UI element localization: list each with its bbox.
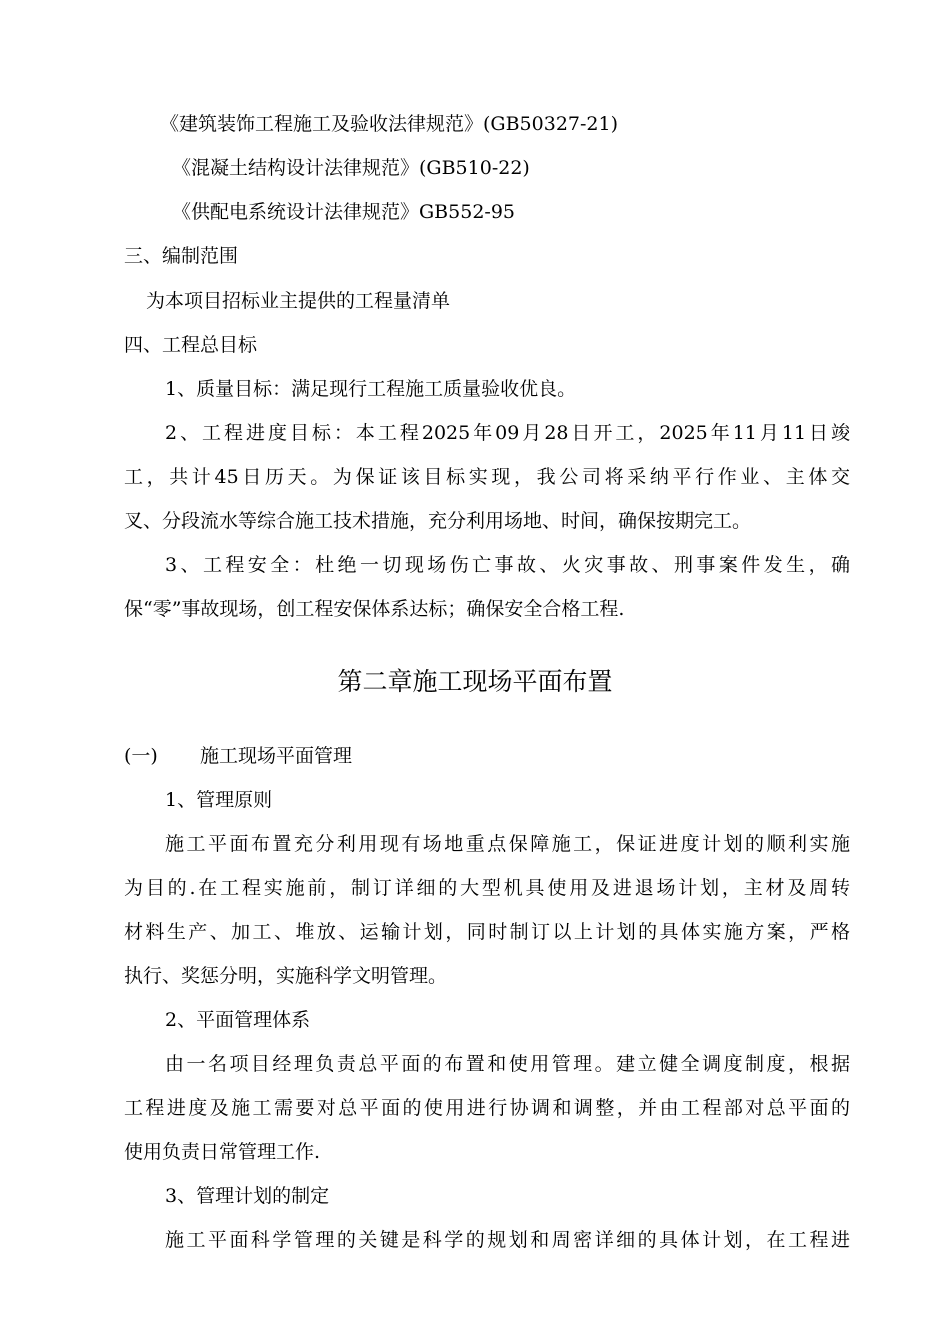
standard-item: 《供配电系统设计法律规范》GB552-95 (172, 201, 516, 223)
paragraph-line: 由一名项目经理负责总平面的布置和使用管理。建立健全调度制度，根据 (165, 1053, 850, 1075)
subsection-number: (一) (124, 745, 158, 767)
subheading: 2、平面管理体系 (165, 1009, 311, 1031)
paragraph-line: 施工平面科学管理的关键是科学的规划和周密详细的具体计划，在工程进 (165, 1229, 850, 1251)
paragraph-line: 叉、分段流水等综合施工技术措施，充分利用场地、时间，确保按期完工。 (124, 510, 752, 532)
paragraph-line: 保“零”事故现场，创工程安保体系达标；确保安全合格工程. (124, 598, 625, 620)
paragraph-line: 3、工程安全：杜绝一切现场伤亡事故、火灾事故、刑事案件发生，确 (165, 554, 850, 576)
subheading: 3、管理计划的制定 (165, 1185, 330, 1207)
chapter-title: 第二章施工现场平面布置 (337, 667, 613, 696)
standard-item: 《建筑装饰工程施工及验收法律规范》(GB50327-21) (160, 113, 619, 135)
paragraph-line: 材料生产、加工、堆放、运输计划，同时制订以上计划的具体实施方案，严格 (124, 921, 850, 943)
paragraph-line: 为本项目招标业主提供的工程量清单 (146, 290, 451, 312)
paragraph-line: 2、工程进度目标：本工程2025年09月28日开工，2025年11月11日竣 (165, 422, 850, 444)
paragraph-line: 工，共计45日历天。为保证该目标实现，我公司将采纳平行作业、主体交 (124, 466, 850, 488)
subsection-title: 施工现场平面管理 (200, 745, 353, 767)
goal-item: 1、质量目标：满足现行工程施工质量验收优良。 (165, 378, 577, 400)
subheading: 1、管理原则 (165, 789, 273, 811)
section-heading: 三、编制范围 (124, 245, 239, 267)
paragraph-line: 为目的.在工程实施前，制订详细的大型机具使用及进退场计划，主材及周转 (124, 877, 850, 899)
paragraph-line: 施工平面布置充分利用现有场地重点保障施工，保证进度计划的顺利实施 (165, 833, 850, 855)
section-heading: 四、工程总目标 (124, 334, 258, 356)
paragraph-line: 执行、奖惩分明，实施科学文明管理。 (124, 965, 448, 987)
paragraph-line: 使用负责日常管理工作. (124, 1141, 321, 1163)
paragraph-line: 工程进度及施工需要对总平面的使用进行协调和调整，并由工程部对总平面的 (124, 1097, 850, 1119)
standard-item: 《混凝土结构设计法律规范》(GB510-22) (172, 157, 530, 179)
